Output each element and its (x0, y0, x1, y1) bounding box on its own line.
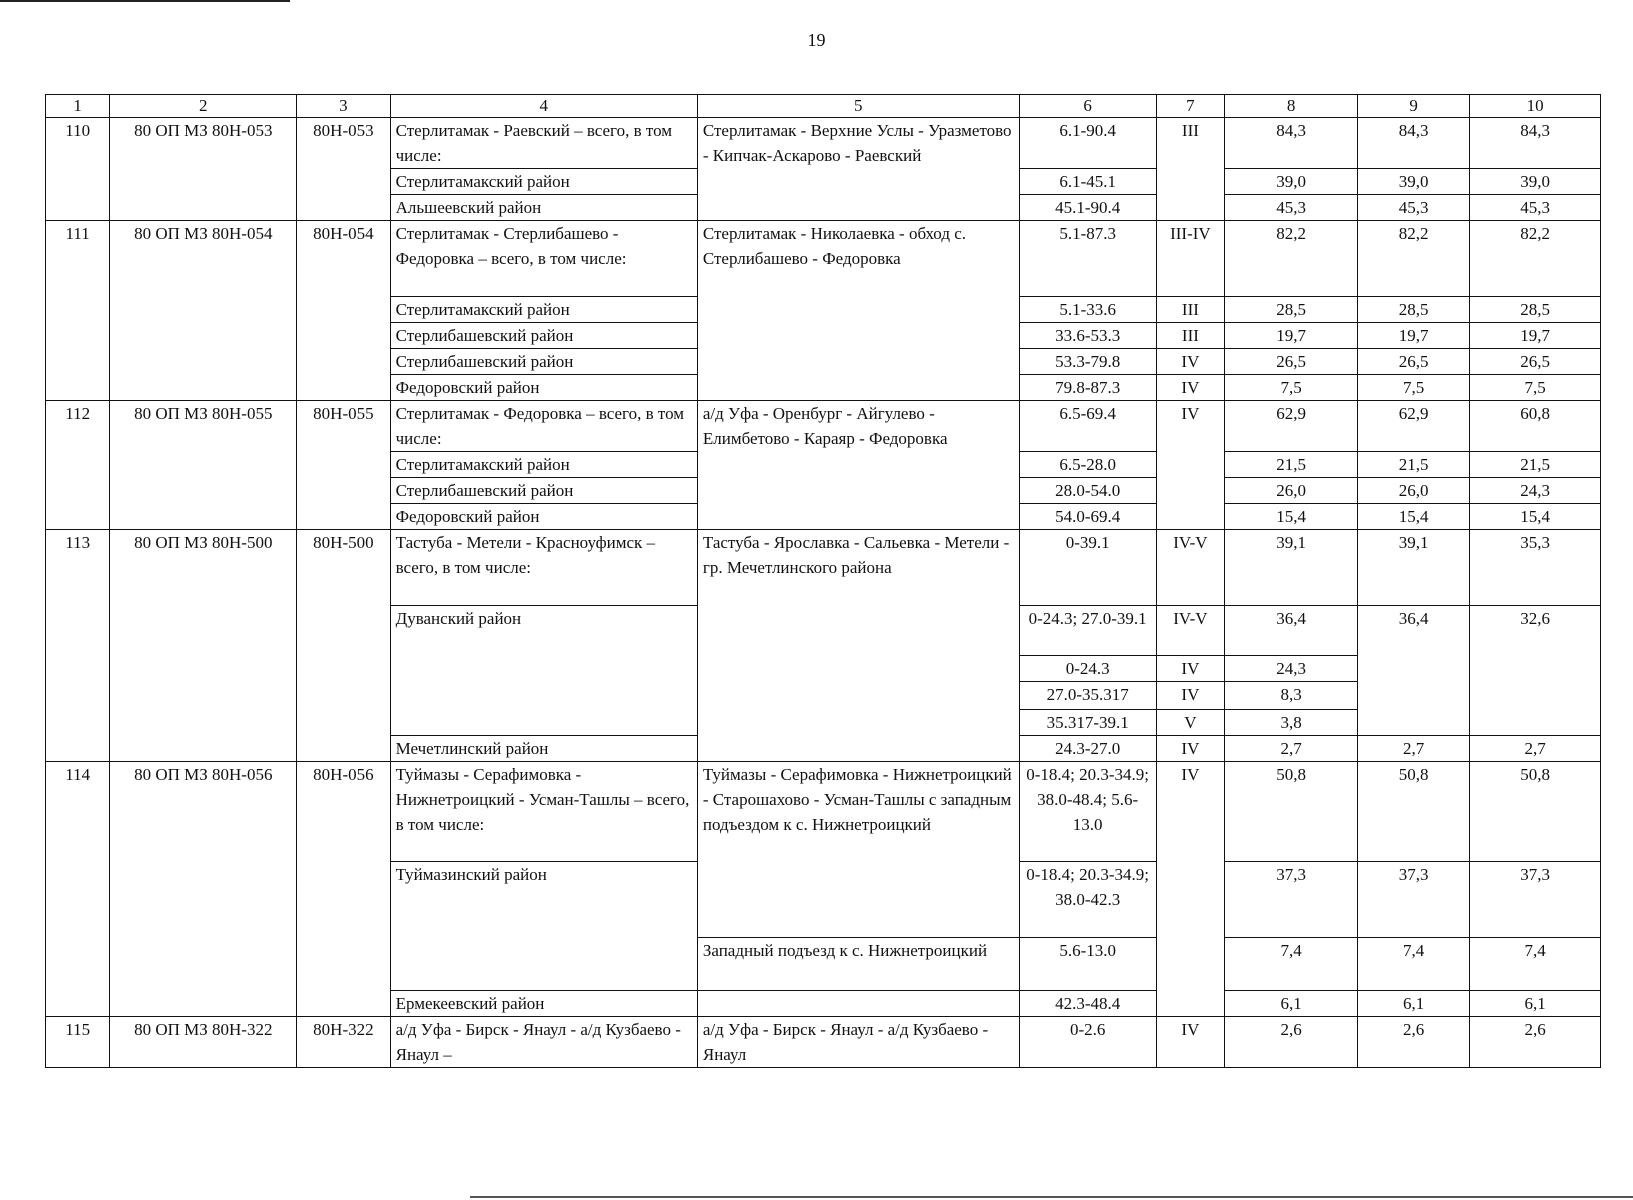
value-col-9: 15,4 (1358, 504, 1470, 530)
road-id: 80 ОП МЗ 80Н-500 (110, 530, 297, 762)
value-col-8: 39,0 (1225, 169, 1358, 195)
value-col-10: 24,3 (1470, 478, 1601, 504)
district-name: Туймазинский район (390, 862, 697, 991)
value-col-8: 26,5 (1225, 349, 1358, 375)
district-name: Альшеевский район (390, 195, 697, 221)
column-number: 3 (297, 95, 390, 118)
value-col-8: 82,2 (1225, 221, 1358, 297)
column-number: 9 (1358, 95, 1470, 118)
value-col-8: 6,1 (1225, 991, 1358, 1017)
km-range: 5.6-13.0 (1019, 938, 1156, 991)
value-col-9: 7,4 (1358, 938, 1470, 991)
value-col-8: 2,7 (1225, 736, 1358, 762)
km-range: 28.0-54.0 (1019, 478, 1156, 504)
value-col-8: 39,1 (1225, 530, 1358, 606)
value-col-9: 37,3 (1358, 862, 1470, 938)
value-col-8: 2,6 (1225, 1017, 1358, 1068)
road-category: IV (1156, 762, 1225, 1017)
road-name: Стерлитамак - Федоровка – всего, в том числе: (390, 401, 697, 452)
road-category: IV (1156, 1017, 1225, 1068)
value-col-9: 28,5 (1358, 297, 1470, 323)
row-number: 112 (46, 401, 110, 530)
value-col-9: 39,1 (1358, 530, 1470, 606)
value-col-10: 39,0 (1470, 169, 1601, 195)
road-category: III (1156, 118, 1225, 221)
road-category: III (1156, 323, 1225, 349)
value-col-10: 37,3 (1470, 862, 1601, 938)
value-col-9: 19,7 (1358, 323, 1470, 349)
road-name: Тастуба - Метели - Красноуфимск – всего, в том числе: (390, 530, 697, 606)
table-row (46, 530, 1601, 606)
road-route: а/д Уфа - Бирск - Янаул - а/д Кузбаево - Янаул (697, 1017, 1019, 1068)
district-name: Стерлитамакский район (390, 452, 697, 478)
road-id: 80 ОП МЗ 80Н-055 (110, 401, 297, 530)
table-row (46, 221, 1601, 297)
value-col-9: 36,4 (1358, 606, 1470, 736)
km-range: 54.0-69.4 (1019, 504, 1156, 530)
value-col-10: 50,8 (1470, 762, 1601, 862)
road-name: а/д Уфа - Бирск - Янаул - а/д Кузбаево - Янаул – (390, 1017, 697, 1068)
value-col-10: 45,3 (1470, 195, 1601, 221)
value-col-9: 62,9 (1358, 401, 1470, 452)
value-col-8: 84,3 (1225, 118, 1358, 169)
road-category: IV-V (1156, 606, 1225, 656)
column-number: 7 (1156, 95, 1225, 118)
district-name: Мечетлинский район (390, 736, 697, 762)
district-name: Ермекеевский район (390, 991, 697, 1017)
road-route: Туймазы - Серафимовка - Нижнетроицкий - Старошахово - Усман-Ташлы с западным подъездом к с. Нижнетроицкий (697, 762, 1019, 938)
road-category: IV (1156, 375, 1225, 401)
value-col-8: 45,3 (1225, 195, 1358, 221)
road-route: Тастуба - Ярославка - Сальевка - Метели - гр. Мечетлинского района (697, 530, 1019, 762)
empty-cell (697, 991, 1019, 1017)
value-col-10: 7,4 (1470, 938, 1601, 991)
district-name: Федоровский район (390, 504, 697, 530)
km-range: 33.6-53.3 (1019, 323, 1156, 349)
km-range: 79.8-87.3 (1019, 375, 1156, 401)
value-col-9: 2,7 (1358, 736, 1470, 762)
road-short-id: 80Н-056 (297, 762, 390, 1017)
km-range: 0-2.6 (1019, 1017, 1156, 1068)
value-col-9: 21,5 (1358, 452, 1470, 478)
district-name: Стерлибашевский район (390, 349, 697, 375)
km-range: 0-18.4; 20.3-34.9; 38.0-48.4; 5.6-13.0 (1019, 762, 1156, 862)
road-short-id: 80Н-055 (297, 401, 390, 530)
road-id: 80 ОП МЗ 80Н-322 (110, 1017, 297, 1068)
scan-edge-mark (470, 1196, 1633, 1198)
road-id: 80 ОП МЗ 80Н-053 (110, 118, 297, 221)
column-number: 2 (110, 95, 297, 118)
road-category: IV (1156, 682, 1225, 710)
road-name: Стерлитамак - Стерлибашево - Федоровка – всего, в том числе: (390, 221, 697, 297)
value-col-9: 26,0 (1358, 478, 1470, 504)
row-number: 115 (46, 1017, 110, 1068)
roads-table (45, 94, 1601, 1068)
road-route: Западный подъезд к с. Нижнетроицкий (697, 938, 1019, 991)
column-number-row (46, 95, 1601, 118)
value-col-8: 19,7 (1225, 323, 1358, 349)
row-number: 110 (46, 118, 110, 221)
district-name: Стерлибашевский район (390, 323, 697, 349)
road-category: IV (1156, 401, 1225, 530)
value-col-10: 19,7 (1470, 323, 1601, 349)
value-col-8: 37,3 (1225, 862, 1358, 938)
road-short-id: 80Н-054 (297, 221, 390, 401)
column-number: 10 (1470, 95, 1601, 118)
value-col-9: 7,5 (1358, 375, 1470, 401)
district-name: Федоровский район (390, 375, 697, 401)
km-range: 0-39.1 (1019, 530, 1156, 606)
road-category: IV (1156, 349, 1225, 375)
value-col-8: 8,3 (1225, 682, 1358, 710)
value-col-10: 6,1 (1470, 991, 1601, 1017)
road-short-id: 80Н-500 (297, 530, 390, 762)
value-col-8: 62,9 (1225, 401, 1358, 452)
column-number: 5 (697, 95, 1019, 118)
value-col-9: 39,0 (1358, 169, 1470, 195)
road-short-id: 80Н-053 (297, 118, 390, 221)
column-number: 1 (46, 95, 110, 118)
value-col-9: 2,6 (1358, 1017, 1470, 1068)
value-col-8: 7,5 (1225, 375, 1358, 401)
km-range: 5.1-33.6 (1019, 297, 1156, 323)
district-name: Стерлибашевский район (390, 478, 697, 504)
value-col-10: 35,3 (1470, 530, 1601, 606)
road-name: Туймазы - Серафимовка - Нижнетроицкий - Усман-Ташлы – всего, в том числе: (390, 762, 697, 862)
km-range: 0-24.3 (1019, 656, 1156, 682)
value-col-8: 21,5 (1225, 452, 1358, 478)
value-col-10: 21,5 (1470, 452, 1601, 478)
district-name: Дуванский район (390, 606, 697, 736)
km-range: 6.1-90.4 (1019, 118, 1156, 169)
value-col-10: 2,6 (1470, 1017, 1601, 1068)
scan-edge-mark (0, 0, 290, 2)
row-number: 114 (46, 762, 110, 1017)
value-col-8: 36,4 (1225, 606, 1358, 656)
value-col-9: 84,3 (1358, 118, 1470, 169)
value-col-8: 3,8 (1225, 710, 1358, 736)
district-name: Стерлитамакский район (390, 297, 697, 323)
road-id: 80 ОП МЗ 80Н-056 (110, 762, 297, 1017)
table-row (46, 401, 1601, 452)
road-id: 80 ОП МЗ 80Н-054 (110, 221, 297, 401)
value-col-9: 82,2 (1358, 221, 1470, 297)
value-col-8: 28,5 (1225, 297, 1358, 323)
road-name: Стерлитамак - Раевский – всего, в том числе: (390, 118, 697, 169)
district-name: Стерлитамакский район (390, 169, 697, 195)
table-row (46, 118, 1601, 169)
road-category: IV (1156, 656, 1225, 682)
value-col-8: 26,0 (1225, 478, 1358, 504)
km-range: 53.3-79.8 (1019, 349, 1156, 375)
road-category: III (1156, 297, 1225, 323)
km-range: 45.1-90.4 (1019, 195, 1156, 221)
value-col-10: 15,4 (1470, 504, 1601, 530)
road-category: IV (1156, 736, 1225, 762)
value-col-10: 26,5 (1470, 349, 1601, 375)
value-col-10: 32,6 (1470, 606, 1601, 736)
value-col-10: 82,2 (1470, 221, 1601, 297)
km-range: 35.317-39.1 (1019, 710, 1156, 736)
km-range: 0-18.4; 20.3-34.9; 38.0-42.3 (1019, 862, 1156, 938)
road-category: III-IV (1156, 221, 1225, 297)
road-route: а/д Уфа - Оренбург - Айгулево - Елимбетово - Караяр - Федоровка (697, 401, 1019, 530)
km-range: 6.5-28.0 (1019, 452, 1156, 478)
row-number: 111 (46, 221, 110, 401)
column-number: 4 (390, 95, 697, 118)
km-range: 6.5-69.4 (1019, 401, 1156, 452)
value-col-10: 2,7 (1470, 736, 1601, 762)
road-route: Стерлитамак - Николаевка - обход с. Стерлибашево - Федоровка (697, 221, 1019, 401)
road-route: Стерлитамак - Верхние Услы - Уразметово - Кипчак-Аскарово - Раевский (697, 118, 1019, 221)
km-range: 0-24.3; 27.0-39.1 (1019, 606, 1156, 656)
value-col-10: 60,8 (1470, 401, 1601, 452)
column-number: 6 (1019, 95, 1156, 118)
value-col-8: 15,4 (1225, 504, 1358, 530)
value-col-9: 26,5 (1358, 349, 1470, 375)
table-row (46, 762, 1601, 862)
km-range: 24.3-27.0 (1019, 736, 1156, 762)
road-category: V (1156, 710, 1225, 736)
value-col-9: 45,3 (1358, 195, 1470, 221)
km-range: 6.1-45.1 (1019, 169, 1156, 195)
km-range: 42.3-48.4 (1019, 991, 1156, 1017)
value-col-10: 7,5 (1470, 375, 1601, 401)
road-category: IV-V (1156, 530, 1225, 606)
value-col-8: 7,4 (1225, 938, 1358, 991)
value-col-9: 6,1 (1358, 991, 1470, 1017)
value-col-9: 50,8 (1358, 762, 1470, 862)
column-number: 8 (1225, 95, 1358, 118)
value-col-10: 28,5 (1470, 297, 1601, 323)
km-range: 27.0-35.317 (1019, 682, 1156, 710)
value-col-10: 84,3 (1470, 118, 1601, 169)
row-number: 113 (46, 530, 110, 762)
page-number: 19 (807, 30, 826, 50)
road-short-id: 80Н-322 (297, 1017, 390, 1068)
value-col-8: 24,3 (1225, 656, 1358, 682)
value-col-8: 50,8 (1225, 762, 1358, 862)
km-range: 5.1-87.3 (1019, 221, 1156, 297)
table-row (46, 1017, 1601, 1068)
